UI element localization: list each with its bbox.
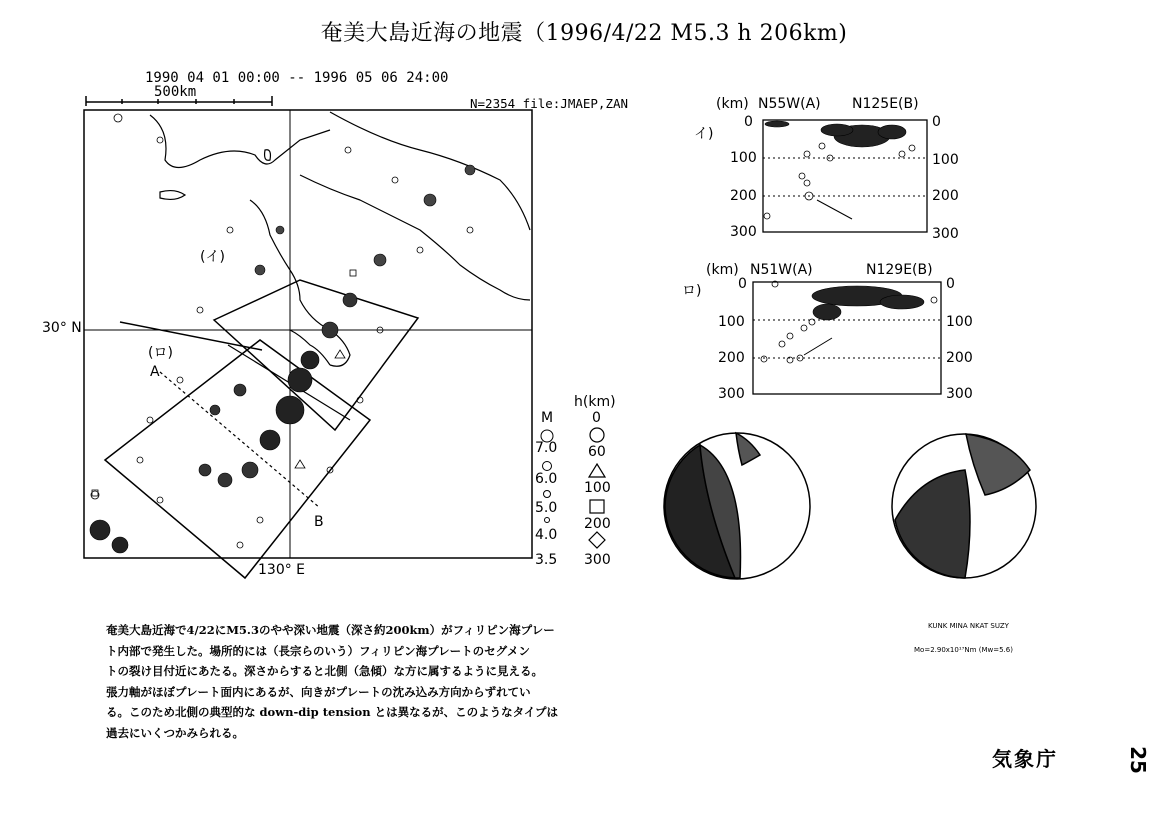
legend-m-3-5: 3.5 <box>535 552 558 568</box>
section1-km: (km) <box>716 96 749 112</box>
section2-right-dir: N129E(B) <box>866 262 933 278</box>
box-ro <box>105 340 370 578</box>
cross-section-1 <box>762 116 930 236</box>
scale-bar <box>86 96 272 106</box>
section2-km: (km) <box>706 262 739 278</box>
description-line: トの裂け目付近にあたる。深さからすると北側（急傾）な方に属するように見える。 <box>106 664 543 678</box>
page-title: 奄美大島近海の地震（1996/4/22 M5.3 h 206km) <box>320 21 848 46</box>
coastlines <box>150 112 530 366</box>
lat-label: 30° N <box>42 320 82 336</box>
lon-label: 130° E <box>258 562 306 578</box>
count-file-label: N=2354 file:JMAEP,ZAN <box>470 96 629 111</box>
section1-tag: イ) <box>694 126 714 142</box>
s2-depth-left-100: 100 <box>718 314 745 330</box>
description-line: 張力軸がほぼプレート面内にあるが、向きがプレートの沈み込み方向からずれてい <box>106 684 531 699</box>
section1-right-dir: N125E(B) <box>852 96 919 112</box>
scale-label: 500km <box>154 84 197 100</box>
s1-depth-right-300: 300 <box>932 226 959 242</box>
cross-section-2 <box>752 278 944 396</box>
mech-stations: KUNK MINA NKAT SUZY <box>928 622 1009 630</box>
s2-depth-left-200: 200 <box>718 350 745 366</box>
description-line: 奄美大島近海で4/22にM5.3のやや深い地震（深さ約200km）がフィリピン海プレー <box>106 623 555 637</box>
legend-h-100: 100 <box>584 480 611 496</box>
s1-depth-right-100: 100 <box>932 152 959 168</box>
s1-depth-left-0: 0 <box>744 114 753 130</box>
period-label: 1990 04 01 00:00 -- 1996 05 06 24:00 <box>145 70 449 86</box>
description-line: る。このため北側の典型的な down-dip tension とは異なるが、このようなタイプは <box>106 705 558 719</box>
s2-depth-right-300: 300 <box>946 386 973 402</box>
s2-depth-right-200: 200 <box>946 350 973 366</box>
page-number: 25 <box>1125 746 1150 774</box>
description-line: 過去にいくつかみられる。 <box>106 725 244 740</box>
description-line: ト内部で発生した。場所的には（長宗らのいう）フィリピン海プレートのセグメン <box>106 643 531 658</box>
legend-h-header: h(km) <box>574 394 616 410</box>
legend-m-6: 6.0 <box>535 471 558 487</box>
section1-left-dir: N55W(A) <box>758 96 821 112</box>
legend-m-5: 5.0 <box>535 500 558 516</box>
legend-h-200: 200 <box>584 516 611 532</box>
point-b-label: B <box>314 514 324 530</box>
region-i-label: (イ) <box>200 249 225 265</box>
s2-depth-left-0: 0 <box>738 276 747 292</box>
s1-depth-left-300: 300 <box>730 224 757 240</box>
s1-depth-left-200: 200 <box>730 188 757 204</box>
cross-section-boxes <box>105 280 418 578</box>
s2-depth-right-100: 100 <box>946 314 973 330</box>
s2-depth-right-0: 0 <box>946 276 955 292</box>
section2-left-dir: N51W(A) <box>750 262 813 278</box>
mech-mo-line: Mo=2.90x10¹⁷Nm (Mw=5.6) <box>914 646 1013 654</box>
description <box>106 620 626 743</box>
legend-m-header: M <box>541 410 554 426</box>
section2-tag: ロ) <box>682 283 702 299</box>
legend-h-300: 300 <box>584 552 611 568</box>
map-frame <box>84 110 532 558</box>
agency-name: 気象庁 <box>992 747 1058 771</box>
legend-m-7: 7.0 <box>535 440 558 456</box>
s1-depth-left-100: 100 <box>730 150 757 166</box>
s2-depth-left-300: 300 <box>718 386 745 402</box>
s1-depth-right-200: 200 <box>932 188 959 204</box>
point-a-label: A <box>150 364 160 380</box>
legend-h-60: 60 <box>588 444 606 460</box>
legend-m-4: 4.0 <box>535 527 558 543</box>
s1-depth-right-0: 0 <box>932 114 941 130</box>
region-ro-label: (ロ) <box>148 345 173 361</box>
mech-balls <box>664 433 1036 579</box>
legend-h-0: 0 <box>592 410 601 426</box>
scattered-hypocenters <box>91 114 473 548</box>
